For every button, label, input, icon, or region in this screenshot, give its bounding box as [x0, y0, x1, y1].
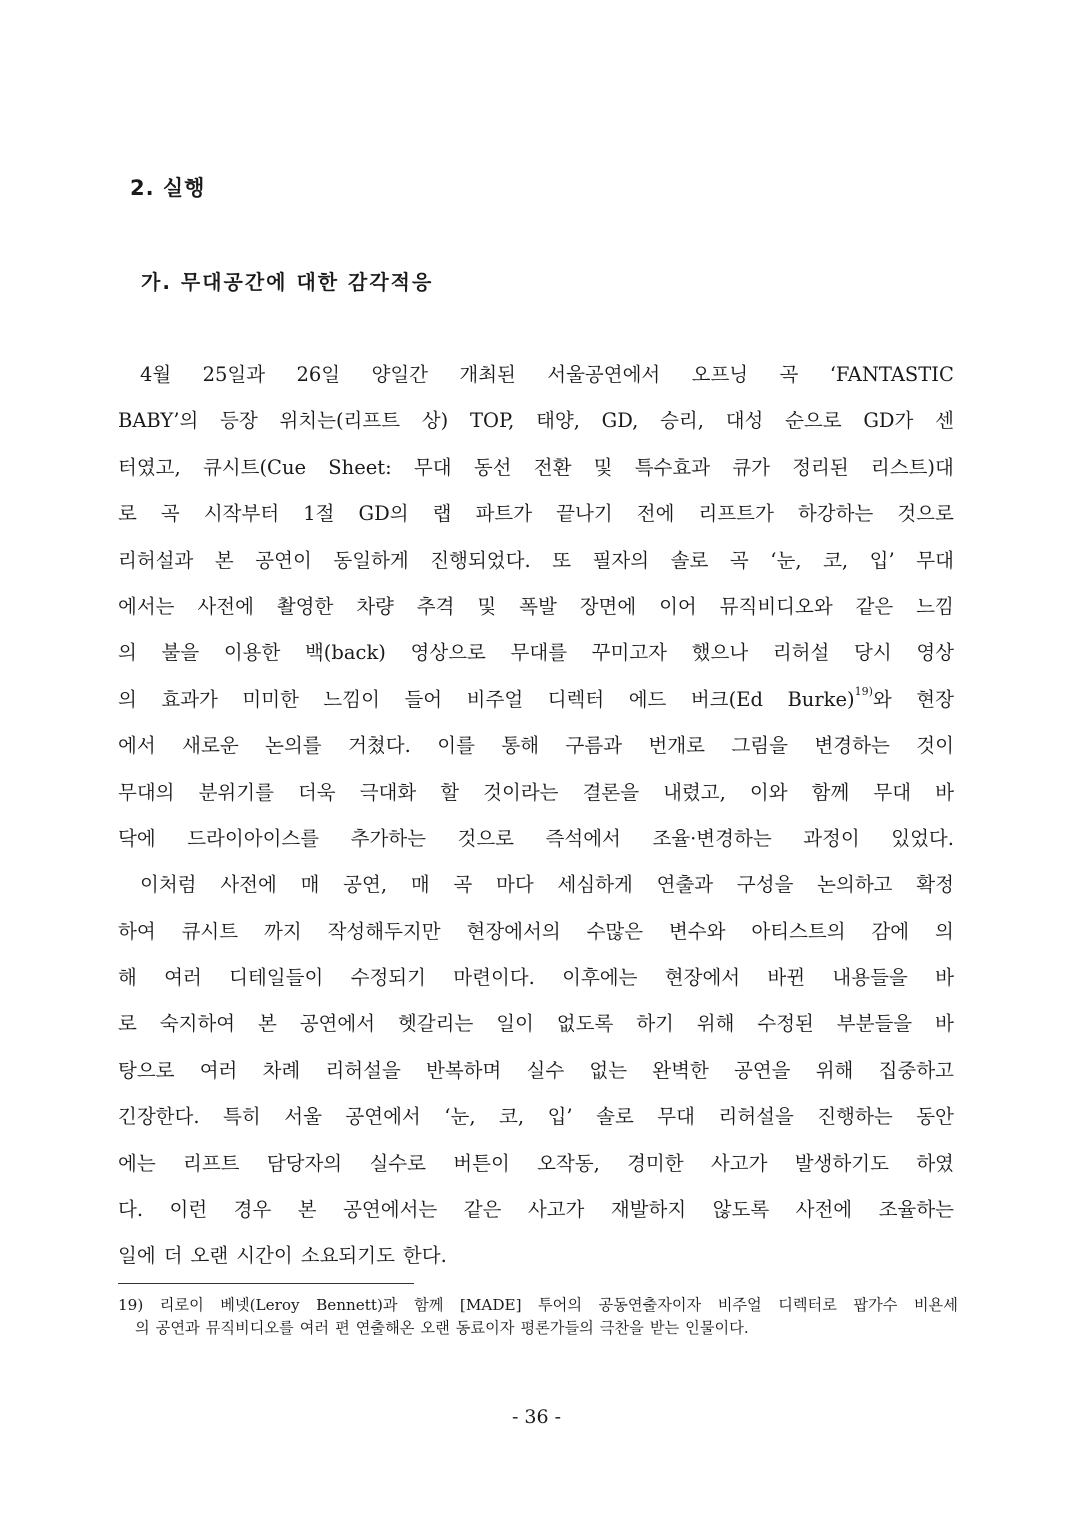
- body-line: 터였고, 큐시트(Cue Sheet: 무대 동선 전환 및 특수효과 큐가 정리된 리스트)대: [118, 455, 954, 479]
- body-line: 에는 리프트 담당자의 실수로 버튼이 오작동, 경미한 사고가 발생하기도 하였: [118, 1151, 954, 1175]
- body-line: BABY’의 등장 위치는(리프트 상) TOP, 태양, GD, 승리, 대성 순으로 GD가 센: [118, 409, 954, 433]
- body-line: 긴장한다. 특히 서울 공연에서 ‘눈, 코, 입’ 솔로 무대 리허설을 진행하는 동안: [118, 1105, 954, 1129]
- section-title: 2. 실행: [130, 176, 206, 200]
- footnote-line: 19) 리로이 베넷(Leroy Bennett)과 함께 [MADE] 투어의 공동연출자이자 비주얼 디렉터로 팝가수 비욘세: [118, 1296, 958, 1314]
- body-line: 에서 새로운 논의를 거쳤다. 이를 통해 구름과 번개로 그림을 변경하는 것이: [118, 734, 954, 758]
- body-line: 의 불을 이용한 백(back) 영상으로 무대를 꾸미고자 했으나 리허설 당시 영상: [118, 641, 954, 665]
- body-text: [118, 352, 954, 1280]
- body-line: 로 숙지하여 본 공연에서 헷갈리는 일이 없도록 하기 위해 수정된 부분들을 바: [118, 1012, 954, 1036]
- subsection-title: 가. 무대공간에 대한 감각적응: [141, 270, 434, 294]
- body-line: 4월 25일과 26일 양일간 개최된 서울공연에서 오프닝 곡 ‘FANTASTIC: [140, 363, 954, 386]
- page-number: - 36 -: [511, 1406, 562, 1428]
- footnote-ref: 19): [854, 684, 873, 698]
- body-line: 무대의 분위기를 더욱 극대화 할 것이라는 결론을 내렸고, 이와 함께 무대 바: [118, 780, 954, 804]
- body-line: 다. 이런 경우 본 공연에서는 같은 사고가 재발하지 않도록 사전에 조율하는: [118, 1198, 954, 1222]
- body-line: 탕으로 여러 차례 리허설을 반복하며 실수 없는 완벽한 공연을 위해 집중하고: [118, 1058, 954, 1082]
- footnote-line: 의 공연과 뮤직비디오를 여러 편 연출해온 오랜 동료이자 평론가들의 극찬을 받는 인물이다.: [135, 1319, 749, 1337]
- body-line: 해 여러 디테일들이 수정되기 마련이다. 이후에는 현장에서 바뀐 내용들을 바: [118, 966, 954, 990]
- footnote: [118, 1294, 958, 1340]
- body-line: 의 효과가 미미한 느낌이 들어 비주얼 디렉터 에드 버크(Ed Burke)$^{19)}$와 현장: [118, 684, 954, 711]
- body-line: 에서는 사전에 촬영한 차량 추격 및 폭발 장면에 이어 뮤직비디오와 같은 느낌: [118, 594, 954, 618]
- body-line: 일에 더 오랜 시간이 소요되기도 한다.: [118, 1244, 447, 1268]
- body-line: 이처럼 사전에 매 공연, 매 곡 마다 세심하게 연출과 구성을 논의하고 확정: [140, 873, 954, 897]
- body-line: 리허설과 본 공연이 동일하게 진행되었다. 또 필자의 솔로 곡 ‘눈, 코, 입’ 무대: [118, 548, 954, 572]
- body-line: 닥에 드라이아이스를 추가하는 것으로 즉석에서 조율·변경하는 과정이 있었다.: [118, 826, 954, 850]
- body-line: 로 곡 시작부터 1절 GD의 랩 파트가 끝나기 전에 리프트가 하강하는 것으로: [118, 502, 954, 526]
- footnote-divider: [118, 1283, 414, 1284]
- body-line: 하여 큐시트 까지 작성해두지만 현장에서의 수많은 변수와 아티스트의 감에 의: [118, 919, 954, 943]
